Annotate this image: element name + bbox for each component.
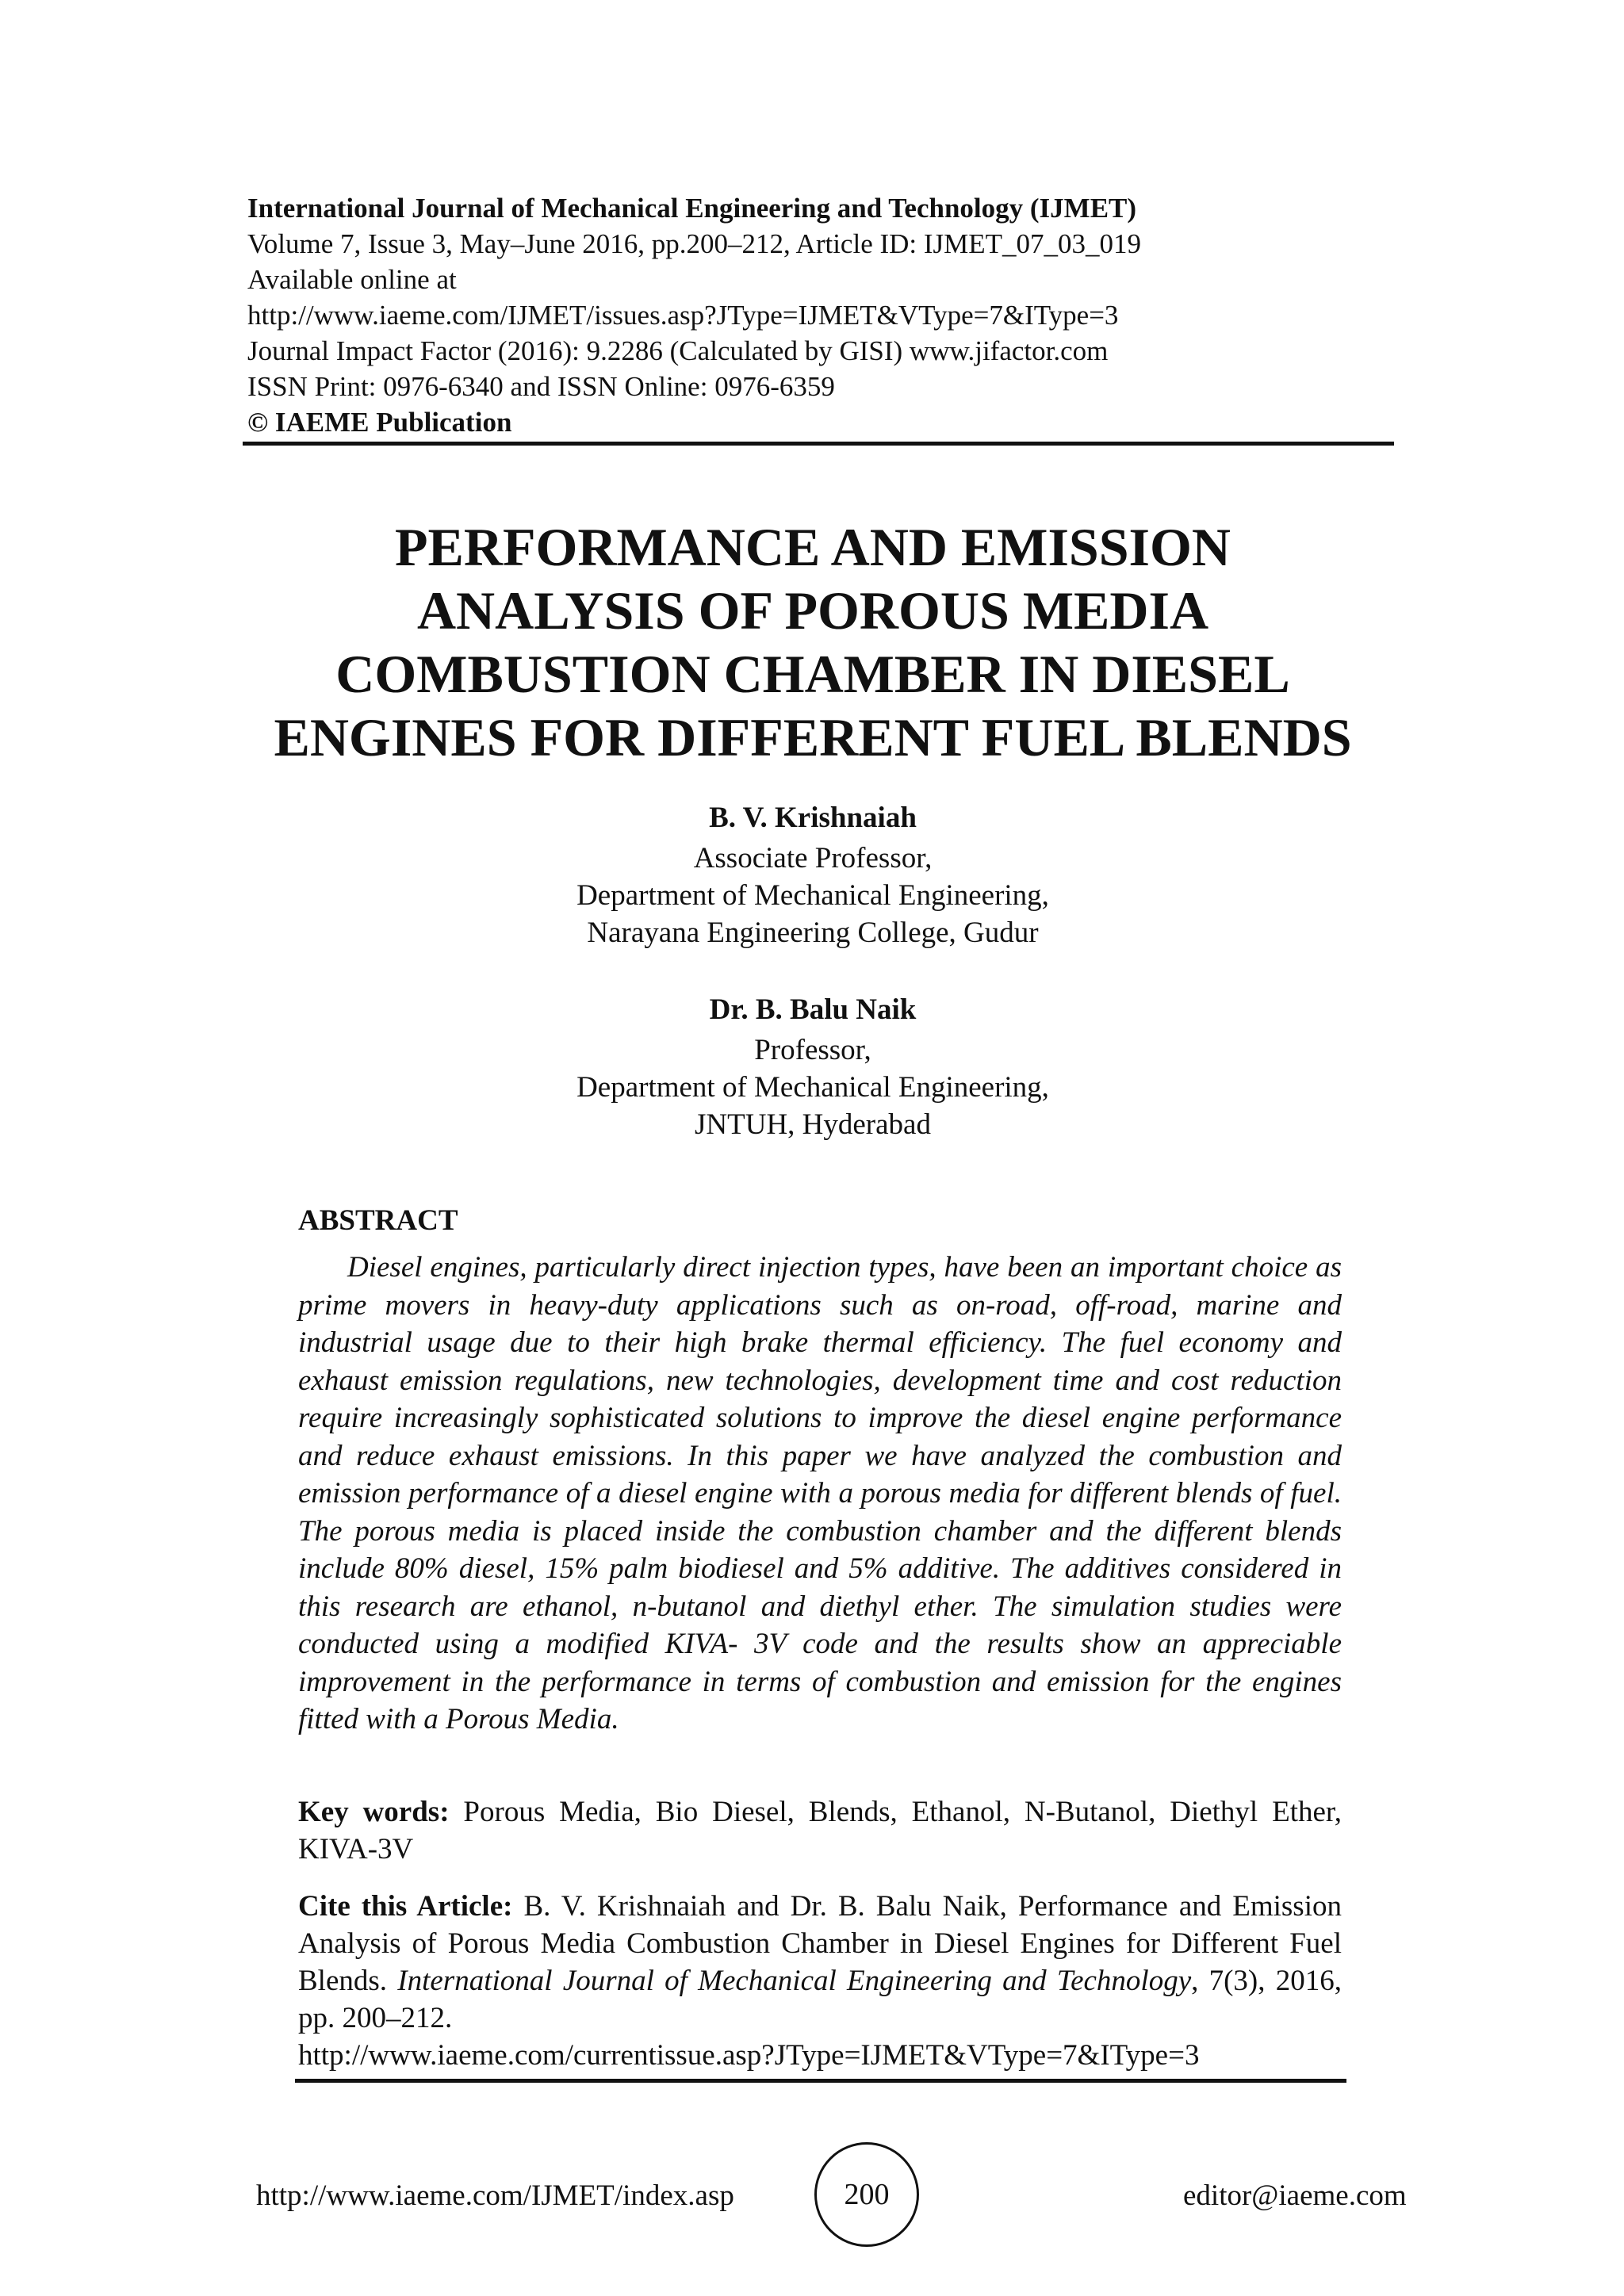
keywords <box>298 1793 1342 1868</box>
author-institution: Narayana Engineering College, Gudur <box>587 916 1039 949</box>
keywords-label: Key words: <box>298 1796 450 1828</box>
issn-info: ISSN Print: 0976-6340 and ISSN Online: 0976-6359 <box>247 371 835 402</box>
issue-url-link[interactable]: http://www.iaeme.com/IJMET/issues.asp?JType=IJMET&VType=7&IType=3 <box>247 300 1119 331</box>
citation-url-link[interactable]: http://www.iaeme.com/currentissue.asp?JType=IJMET&VType=7&IType=3 <box>298 2039 1200 2072</box>
paper-title <box>159 515 1467 769</box>
author-department: Department of Mechanical Engineering, <box>576 1071 1049 1104</box>
footer-divider <box>295 2079 1346 2083</box>
author-block-1 <box>238 799 1388 951</box>
title-line: PERFORMANCE AND EMISSION <box>394 517 1231 577</box>
abstract-heading: ABSTRACT <box>298 1204 458 1237</box>
keywords-text: Porous Media, Bio Diesel, Blends, Ethanol, N-Butanol, Diethyl Ether, KIVA-3V <box>298 1796 1342 1866</box>
journal-name: International Journal of Mechanical Engineering and Technology (IJMET) <box>247 193 1137 224</box>
author-name: B. V. Krishnaiah <box>709 802 917 834</box>
available-online: Available online at <box>247 264 457 295</box>
author-name: Dr. B. Balu Naik <box>709 993 917 1026</box>
citation-tail: , 7(3), 2016, pp. 200–212. <box>298 1965 1342 2034</box>
citation-label: Cite this Article: <box>298 1890 513 1923</box>
author-block-2 <box>238 991 1388 1143</box>
copyright-notice: © IAEME Publication <box>247 407 512 438</box>
volume-info: Volume 7, Issue 3, May–June 2016, pp.200–212, Article ID: IJMET_07_03_019 <box>247 228 1142 259</box>
author-department: Department of Mechanical Engineering, <box>576 879 1049 912</box>
author-institution: JNTUH, Hyderabad <box>695 1108 931 1141</box>
abstract-text: Diesel engines, particularly direct injection types, have been an important choice as prime movers in heavy-duty applications such as on-road, off-road, marine and industrial usage due to their high brake thermal efficiency. The fuel economy and exhaust emission regulations, new technologies, development time and cost reduction require increasingly sophisticated solutions to improve the diesel engine performance and reduce exhaust emissions. In this paper we have analyzed the combustion and emission performance of a diesel engine with a porous media for different blends of fuel. The porous media is placed inside the combustion chamber and the different blends include 80% diesel, 15% palm biodiesel and 5% additive. The additives considered in this research are ethanol, n-butanol and diethyl ether. The simulation studies were conducted using a modified KIVA- 3V code and the results show an appreciable improvement in the performance in terms of combustion and emission for the engines fitted with a Porous Media. <box>298 1251 1342 1735</box>
impact-factor: Journal Impact Factor (2016): 9.2286 (Calculated by GISI) www.jifactor.com <box>247 335 1109 366</box>
citation <box>298 1888 1342 2074</box>
journal-header <box>247 190 1397 440</box>
title-line: COMBUSTION CHAMBER IN DIESEL <box>335 644 1290 704</box>
author-position: Associate Professor, <box>693 842 933 874</box>
footer-journal-link[interactable]: http://www.iaeme.com/IJMET/index.asp <box>256 2179 734 2212</box>
header-divider <box>243 442 1394 446</box>
citation-text: B. V. Krishnaiah and Dr. B. Balu Naik, Performance and Emission Analysis of Porous Media Combustion Chamber in Diesel Engines for Different Fuel Blends. <box>298 1890 1342 1997</box>
citation-journal: International Journal of Mechanical Engineering and Technology <box>397 1965 1192 1997</box>
title-line: ANALYSIS OF POROUS MEDIA <box>416 580 1209 641</box>
footer-email-link[interactable]: editor@iaeme.com <box>1183 2179 1407 2212</box>
page-number: 200 <box>814 2142 919 2247</box>
title-line: ENGINES FOR DIFFERENT FUEL BLENDS <box>274 707 1352 767</box>
author-position: Professor, <box>754 1034 871 1066</box>
